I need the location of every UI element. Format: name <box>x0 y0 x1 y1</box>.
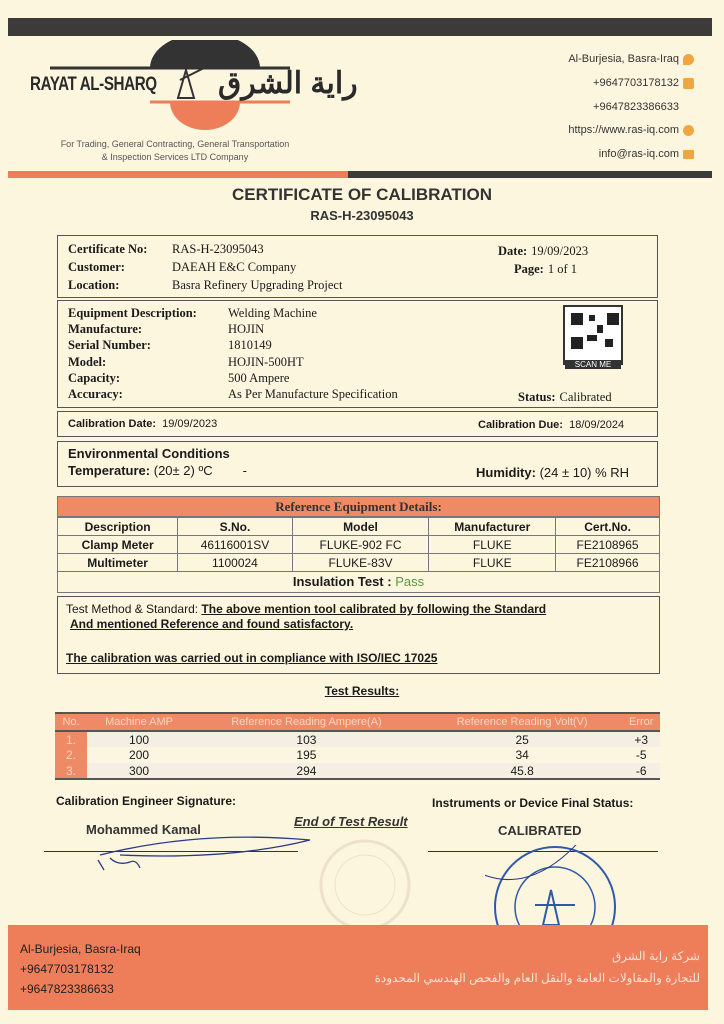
reference-header-row <box>58 518 660 536</box>
column-header: Error <box>629 716 654 728</box>
humidity-value: (24 ± 10) % RH <box>539 465 630 480</box>
table-cell: FLUKE <box>429 554 556 572</box>
equipment-box <box>57 300 658 408</box>
phone-text: +9647823386633 <box>593 101 679 113</box>
page-value: 1 of 1 <box>547 262 578 276</box>
equipment-label: Capacity: <box>68 370 121 385</box>
location-label: Location: <box>68 278 120 292</box>
calibration-date-label: Calibration Date: <box>68 418 157 430</box>
table-cell: 1100024 <box>178 554 292 572</box>
mail-icon <box>683 150 694 159</box>
table-cell: Clamp Meter <box>58 536 178 554</box>
footer-phone-2: +9647823386633 <box>20 982 114 996</box>
equipment-label: Equipment Description: <box>68 306 197 320</box>
table-row <box>58 554 660 572</box>
method-text-3: The calibration was carried out in compliance with ISO/IEC 17025 <box>66 651 438 665</box>
table-cell: 3. <box>55 763 87 779</box>
end-of-results: End of Test Result <box>294 814 408 829</box>
engineer-name: Mohammed Kamal <box>86 822 201 837</box>
logo-text-ar: راية الشرق <box>218 67 358 100</box>
table-cell: 2. <box>55 747 87 763</box>
calibration-due-value: 18/09/2024 <box>569 419 625 431</box>
page-label: Page: <box>514 262 544 276</box>
insulation-value: Pass <box>395 574 425 589</box>
column-header: Machine AMP <box>105 716 173 728</box>
date-label: Date: <box>498 244 528 258</box>
document-title: CERTIFICATE OF CALIBRATION <box>231 185 492 204</box>
equipment-value: 500 Ampere <box>228 370 290 385</box>
footer-address: Al-Burjesia, Basra-Iraq <box>20 942 141 956</box>
equipment-row <box>68 337 398 353</box>
date-value: 19/09/2023 <box>531 244 589 258</box>
equipment-label: Manufacture: <box>68 322 143 337</box>
status-label: Status: <box>518 390 556 404</box>
method-text-2: And mentioned Reference and found satisfactory. <box>70 617 354 631</box>
temperature-label: Temperature: <box>68 463 151 478</box>
table-cell: 200 <box>129 748 150 762</box>
calibration-due-label: Calibration Due: <box>478 419 563 431</box>
table-cell: +3 <box>634 732 649 747</box>
company-tagline <box>30 138 320 164</box>
final-status-label: Instruments or Device Final Status: <box>432 796 634 810</box>
equipment-row <box>68 305 398 321</box>
column-header: Reference Reading Volt(V) <box>456 716 588 728</box>
table-row <box>58 536 660 554</box>
reference-title: Reference Equipment Details: <box>57 496 660 517</box>
engineer-signature-label: Calibration Engineer Signature: <box>56 794 237 808</box>
customer-label: Customer: <box>68 260 125 274</box>
insulation-label: Insulation Test : <box>292 574 392 589</box>
table-cell: FE2108966 <box>556 554 660 572</box>
table-cell: 100 <box>129 732 150 747</box>
tagline-line-2: & Inspection Services LTD Company <box>101 152 249 162</box>
table-row <box>55 763 660 779</box>
calibration-date-value: 19/09/2023 <box>162 418 218 430</box>
qr-label: SCAN ME <box>565 360 621 369</box>
cert-no-value: RAS-H-23095043 <box>172 242 264 256</box>
contact-address <box>568 53 694 65</box>
document-number: RAS-H-23095043 <box>310 208 414 223</box>
contact-phone-1 <box>593 77 694 89</box>
header-divider-orange <box>8 171 348 178</box>
email-link[interactable]: info@ras-iq.com <box>598 148 679 160</box>
location-pin-icon <box>683 54 694 65</box>
equipment-value: HOJIN <box>228 322 265 337</box>
phone-text: +9647703178132 <box>593 77 679 89</box>
table-cell: 1. <box>55 731 87 747</box>
equipment-value: As Per Manufacture Specification <box>228 387 398 402</box>
column-header: Description <box>58 518 178 536</box>
environment-box <box>57 441 658 487</box>
table-cell: 103 <box>296 732 317 747</box>
footer-phone-1: +9647703178132 <box>20 962 114 976</box>
table-cell: -5 <box>635 748 647 762</box>
table-cell: FLUKE-83V <box>292 554 429 572</box>
column-header: S.No. <box>178 518 292 536</box>
equipment-row <box>68 386 398 402</box>
footer-arabic-description: للتجارة والمقاولات العامة والنقل العام والفحص الهندسي المحدودة <box>374 971 700 985</box>
equipment-label: Model: <box>68 354 107 369</box>
certificate-info-box <box>57 235 658 298</box>
customer-value: DAEAH E&C Company <box>172 260 297 274</box>
results-title: Test Results: <box>324 684 400 698</box>
footer-arabic-name: شركة راية الشرق <box>611 949 700 963</box>
globe-icon <box>683 125 694 136</box>
separator: - <box>242 463 247 478</box>
header-top-bar <box>8 18 712 36</box>
table-row <box>55 747 660 763</box>
table-row <box>55 731 660 747</box>
contact-website[interactable] <box>568 124 694 136</box>
table-cell: 195 <box>296 748 317 762</box>
contact-phone-2 <box>593 101 679 113</box>
location-value: Basra Refinery Upgrading Project <box>172 278 343 292</box>
contact-email[interactable] <box>599 148 694 160</box>
calibration-dates-box <box>57 411 658 437</box>
table-cell: FLUKE-902 FC <box>292 536 429 554</box>
status-value: Calibrated <box>559 390 612 404</box>
column-header: Model <box>292 518 429 536</box>
logo-text-en: RAYAT AL-SHARQ <box>30 74 157 95</box>
column-header: Manufacturer <box>429 518 556 536</box>
reference-equipment-section <box>57 496 660 593</box>
equipment-row <box>68 354 398 370</box>
phone-icon <box>683 78 694 89</box>
test-method-box <box>57 596 660 674</box>
results-table <box>55 712 660 780</box>
qr-code[interactable] <box>563 305 623 369</box>
website-link[interactable]: https://www.ras-iq.com <box>568 124 679 136</box>
table-cell: 46116001SV <box>178 536 292 554</box>
table-cell: 34 <box>515 748 529 762</box>
equipment-value: 1810149 <box>228 338 272 353</box>
table-cell: 25 <box>515 732 529 747</box>
table-cell: 294 <box>296 763 317 778</box>
address-text: Al-Burjesia, Basra-Iraq <box>568 53 679 65</box>
column-header: Cert.No. <box>556 518 660 536</box>
table-cell: Multimeter <box>58 554 178 572</box>
equipment-row <box>68 370 398 386</box>
equipment-label: Accuracy: <box>68 387 123 402</box>
tagline-line-1: For Trading, General Contracting, General Transportation <box>60 139 290 149</box>
column-header: Reference Reading Ampere(A) <box>231 716 382 728</box>
table-cell: FE2108965 <box>556 536 660 554</box>
embossed-seal <box>300 835 430 930</box>
reference-table <box>57 517 660 572</box>
table-cell: FLUKE <box>429 536 556 554</box>
table-cell: -6 <box>635 763 647 778</box>
method-text-1: The above mention tool calibrated by following the Standard <box>201 602 547 616</box>
table-cell: 45.8 <box>510 763 534 778</box>
environment-title: Environmental Conditions <box>68 446 230 461</box>
equipment-value: HOJIN-500HT <box>228 354 304 369</box>
humidity-label: Humidity: <box>476 465 536 480</box>
engineer-signature <box>80 830 320 875</box>
temperature-value: (20± 2) ºC <box>153 463 213 478</box>
equipment-value: Welding Machine <box>228 306 317 320</box>
equipment-row <box>68 321 398 337</box>
cert-no-label: Certificate No: <box>68 242 148 256</box>
column-header: No. <box>62 716 80 728</box>
header-divider-dark <box>348 171 712 178</box>
final-status-value: CALIBRATED <box>498 823 582 838</box>
footer-band <box>8 925 708 1010</box>
method-label: Test Method & Standard: <box>66 602 199 616</box>
equipment-label: Serial Number: <box>68 338 151 353</box>
table-cell: 300 <box>129 763 150 778</box>
